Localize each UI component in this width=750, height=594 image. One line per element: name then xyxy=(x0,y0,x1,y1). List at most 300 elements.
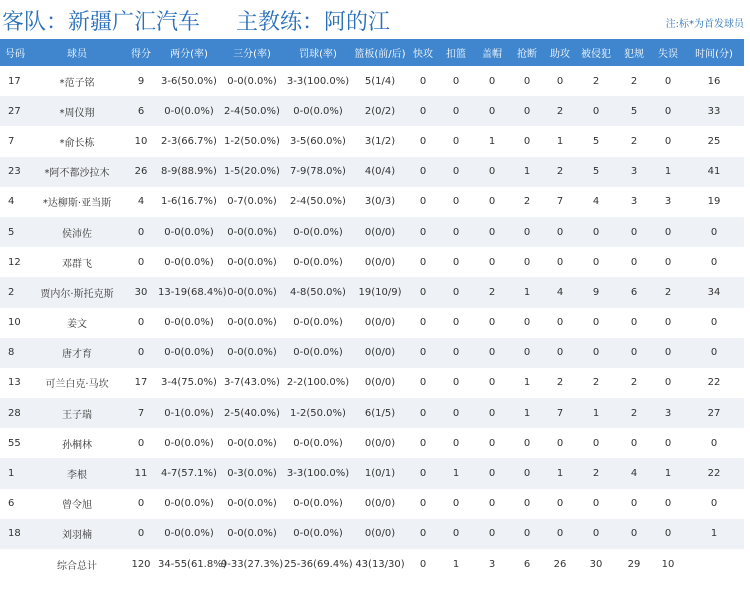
table-cell: 2 xyxy=(523,196,531,208)
table-cell: 13 xyxy=(8,377,21,389)
player-name-cell: 刘羽楠 xyxy=(62,530,92,542)
table-row xyxy=(0,368,744,398)
table-cell: 2-5(40.0%) xyxy=(224,407,280,419)
table-cell: 1 xyxy=(488,135,496,147)
table-cell: 22 xyxy=(707,468,721,480)
table-cell: 0 xyxy=(488,166,496,178)
team-label: 客队：新疆广汇汽车 xyxy=(2,10,201,35)
table-row xyxy=(0,217,744,247)
table-cell: 0 xyxy=(452,286,460,298)
coach-label: 主教练：阿的江 xyxy=(236,10,391,35)
table-cell: 7 xyxy=(556,407,564,419)
table-cell: 1 xyxy=(556,135,564,147)
table-cell: 5(1/4) xyxy=(364,75,396,87)
table-cell: 0 xyxy=(523,347,531,359)
table-cell: 0 xyxy=(664,226,672,238)
table-cell: 4-7(57.1%) xyxy=(161,468,217,480)
table-cell: 0 xyxy=(630,498,638,510)
table-row xyxy=(0,96,744,126)
table-cell: 1 xyxy=(523,377,531,389)
table-body xyxy=(0,66,744,579)
table-cell: 28 xyxy=(8,407,21,419)
table-cell: 0 xyxy=(452,498,460,510)
table-cell: 0 xyxy=(664,105,672,117)
table-cell: 41 xyxy=(707,166,721,178)
table-row xyxy=(0,338,744,368)
table-cell: 0 xyxy=(419,347,427,359)
column-header: 两分(率) xyxy=(170,49,208,60)
table-cell: 0 xyxy=(419,317,427,329)
table-cell: 0 xyxy=(664,528,672,540)
table-cell: 4 xyxy=(592,196,600,208)
table-cell: 0 xyxy=(452,166,460,178)
table-cell: 0 xyxy=(419,286,427,298)
table-cell: 2 xyxy=(8,286,15,298)
table-cell: 0 xyxy=(523,226,531,238)
table-cell: 0 xyxy=(452,75,460,87)
table-cell: 3-7(43.0%) xyxy=(224,377,280,389)
table-cell: 0 xyxy=(664,75,672,87)
table-cell: 0-0(0.0%) xyxy=(293,347,343,359)
table-cell: 0(0/0) xyxy=(364,377,396,389)
column-header: 抢断 xyxy=(517,49,537,60)
table-cell: 0 xyxy=(419,226,427,238)
table-cell: 0 xyxy=(592,347,600,359)
table-cell: 5 xyxy=(592,135,600,147)
table-cell: 0 xyxy=(710,347,718,359)
column-header: 罚球(率) xyxy=(299,49,337,60)
starter-note: 注:标*为首发球员 xyxy=(665,19,744,30)
table-cell: 1 xyxy=(592,407,600,419)
table-cell: 0 xyxy=(556,347,564,359)
table-cell: 0 xyxy=(488,256,496,268)
table-row xyxy=(0,66,744,96)
table-cell: 3-5(60.0%) xyxy=(290,135,346,147)
table-cell: 4 xyxy=(137,196,145,208)
header-row xyxy=(0,39,744,66)
table-cell: 0 xyxy=(523,498,531,510)
table-cell: 0(0/0) xyxy=(364,528,396,540)
table-cell: 2 xyxy=(592,377,600,389)
table-cell: 0 xyxy=(523,135,531,147)
table-cell: 1 xyxy=(523,286,531,298)
table-cell: 2 xyxy=(556,105,564,117)
table-cell: 2-2(100.0%) xyxy=(286,377,350,389)
table-cell: 0 xyxy=(419,166,427,178)
table-cell: 3 xyxy=(630,166,638,178)
table-cell: 1-5(20.0%) xyxy=(224,166,280,178)
table-cell: 0 xyxy=(630,528,638,540)
table-cell: 2-3(66.7%) xyxy=(161,135,217,147)
table-cell: 0-0(0.0%) xyxy=(227,226,277,238)
table-cell: 0 xyxy=(523,75,531,87)
table-row xyxy=(0,489,744,519)
table-cell: 0 xyxy=(452,528,460,540)
table-cell: 1 xyxy=(710,528,718,540)
table-cell: 0 xyxy=(419,558,427,570)
column-header: 球员 xyxy=(67,49,87,60)
table-cell: 8-9(88.9%) xyxy=(161,166,217,178)
table-cell: 0 xyxy=(452,135,460,147)
table-cell: 0 xyxy=(556,437,564,449)
table-cell: 1-6(16.7%) xyxy=(161,196,217,208)
table-cell: 8 xyxy=(8,347,15,359)
table-cell: 0-3(0.0%) xyxy=(227,468,277,480)
table-cell: 0 xyxy=(664,317,672,329)
table-row xyxy=(0,126,744,156)
table-cell xyxy=(0,549,30,579)
table-cell: 0-0(0.0%) xyxy=(164,437,214,449)
table-cell: 2-4(50.0%) xyxy=(290,196,346,208)
table-cell: 0 xyxy=(556,498,564,510)
column-header: 被侵犯 xyxy=(581,49,611,60)
table-cell: 0 xyxy=(137,528,145,540)
page-header xyxy=(0,0,750,39)
table-cell: 0 xyxy=(488,377,496,389)
table-cell: 25 xyxy=(707,135,721,147)
table-cell: 3 xyxy=(664,196,672,208)
table-cell: 0 xyxy=(488,468,496,480)
table-cell: 11 xyxy=(134,468,148,480)
table-cell: 6(1/5) xyxy=(364,407,396,419)
table-cell: 12 xyxy=(8,256,21,268)
player-name-cell: *周仪翔 xyxy=(59,107,95,119)
table-header xyxy=(0,39,744,66)
table-cell: 0 xyxy=(664,377,672,389)
table-cell: 25-36(69.4%) xyxy=(284,558,353,570)
table-cell: 1 xyxy=(452,468,460,480)
table-cell: 1-2(50.0%) xyxy=(224,135,280,147)
table-cell: 0 xyxy=(664,437,672,449)
table-cell: 7 xyxy=(8,135,15,147)
table-cell: 17 xyxy=(134,377,148,389)
table-cell: 0 xyxy=(452,226,460,238)
table-cell: 0 xyxy=(556,528,564,540)
table-cell: 0 xyxy=(488,226,496,238)
table-cell: 0 xyxy=(523,105,531,117)
table-cell: 3-4(75.0%) xyxy=(161,377,217,389)
table-cell: 0-0(0.0%) xyxy=(293,498,343,510)
table-row xyxy=(0,519,744,549)
player-name-cell: 可兰白克·马坎 xyxy=(45,379,109,391)
table-cell: 7 xyxy=(556,196,564,208)
table-cell: 34 xyxy=(707,286,721,298)
table-cell: 1 xyxy=(452,558,460,570)
table-cell: 2(0/2) xyxy=(364,105,396,117)
table-cell: 0 xyxy=(592,105,600,117)
table-cell: 0 xyxy=(452,407,460,419)
table-cell: 0-0(0.0%) xyxy=(164,256,214,268)
table-cell: 2 xyxy=(630,75,638,87)
column-header: 三分(率) xyxy=(233,49,271,60)
table-cell: 30 xyxy=(134,286,148,298)
table-cell: 0-0(0.0%) xyxy=(227,256,277,268)
table-cell: 0 xyxy=(488,75,496,87)
table-cell: 9 xyxy=(592,286,600,298)
table-cell: 1 xyxy=(556,468,564,480)
table-cell: 2 xyxy=(630,407,638,419)
table-cell: 0 xyxy=(710,317,718,329)
player-name-cell: *达柳斯·亚当斯 xyxy=(42,198,112,210)
table-cell: 6 xyxy=(8,498,15,510)
table-cell: 2 xyxy=(664,286,672,298)
table-cell: 3-3(100.0%) xyxy=(286,75,350,87)
table-cell: 2 xyxy=(592,468,600,480)
player-name-cell: 唐才育 xyxy=(62,349,92,361)
table-cell: 0 xyxy=(556,75,564,87)
table-cell: 0 xyxy=(137,347,145,359)
table-cell: 0 xyxy=(710,498,718,510)
table-cell: 0-0(0.0%) xyxy=(293,226,343,238)
table-cell: 16 xyxy=(707,75,721,87)
table-row xyxy=(0,157,744,187)
table-cell: 0 xyxy=(664,256,672,268)
table-cell: 0-1(0.0%) xyxy=(164,407,214,419)
table-cell: 0 xyxy=(630,437,638,449)
table-cell: 0 xyxy=(488,317,496,329)
column-header: 助攻 xyxy=(550,49,570,60)
table-cell: 1 xyxy=(664,468,672,480)
table-cell: 0 xyxy=(523,528,531,540)
table-cell: 0 xyxy=(664,135,672,147)
table-cell: 0 xyxy=(419,437,427,449)
table-cell: 6 xyxy=(523,558,531,570)
table-cell: 0 xyxy=(452,196,460,208)
table-cell: 26 xyxy=(134,166,148,178)
table-row xyxy=(0,187,744,217)
table-cell: 0 xyxy=(630,226,638,238)
table-cell: 0 xyxy=(523,256,531,268)
table-cell: 0-0(0.0%) xyxy=(227,286,277,298)
table-cell: 5 xyxy=(592,166,600,178)
table-cell: 0(0/0) xyxy=(364,256,396,268)
table-cell: 6 xyxy=(630,286,638,298)
player-name-cell: 曾令旭 xyxy=(62,500,92,512)
column-header: 快攻 xyxy=(413,49,433,60)
table-cell: 0-0(0.0%) xyxy=(164,317,214,329)
table-cell: 0 xyxy=(630,347,638,359)
column-header: 盖帽 xyxy=(482,49,502,60)
player-name-cell: 孙桐林 xyxy=(62,439,92,451)
column-header: 号码 xyxy=(5,49,25,60)
table-cell: 0 xyxy=(452,317,460,329)
table-cell: 0 xyxy=(523,468,531,480)
table-cell: 0 xyxy=(592,437,600,449)
column-header: 扣篮 xyxy=(446,49,466,60)
table-cell: 0(0/0) xyxy=(364,317,396,329)
table-cell: 0 xyxy=(523,437,531,449)
table-cell: 0 xyxy=(452,377,460,389)
table-cell: 22 xyxy=(707,377,721,389)
table-cell: 0-0(0.0%) xyxy=(293,317,343,329)
table-row xyxy=(0,277,744,307)
player-stats-table xyxy=(0,39,744,579)
table-cell: 0 xyxy=(488,407,496,419)
table-cell: 0 xyxy=(710,226,718,238)
table-cell: 0-0(0.0%) xyxy=(227,347,277,359)
table-cell: 19(10/9) xyxy=(358,286,402,298)
table-cell: 0-0(0.0%) xyxy=(164,347,214,359)
table-cell: 0 xyxy=(137,317,145,329)
table-cell: 4(0/4) xyxy=(364,166,396,178)
column-header: 时间(分) xyxy=(695,49,733,60)
table-cell: 0 xyxy=(592,498,600,510)
table-cell: 34-55(61.8%) xyxy=(158,558,227,570)
table-cell: 3 xyxy=(664,407,672,419)
table-cell: 2 xyxy=(556,377,564,389)
table-cell: 1-2(50.0%) xyxy=(290,407,346,419)
table-cell: 0-0(0.0%) xyxy=(227,498,277,510)
table-cell: 3 xyxy=(630,196,638,208)
table-cell: 0 xyxy=(419,75,427,87)
table-row xyxy=(0,247,744,277)
player-name-cell: 综合总计 xyxy=(57,560,97,572)
table-cell: 3-6(50.0%) xyxy=(161,75,217,87)
table-cell: 2 xyxy=(556,166,564,178)
table-cell: 0 xyxy=(419,105,427,117)
table-cell: 4 xyxy=(8,196,15,208)
table-cell: 0-0(0.0%) xyxy=(227,528,277,540)
table-cell: 6 xyxy=(137,105,145,117)
table-cell: 0 xyxy=(523,317,531,329)
table-cell: 3-3(100.0%) xyxy=(286,468,350,480)
table-cell: 0 xyxy=(556,256,564,268)
table-cell: 0-0(0.0%) xyxy=(164,528,214,540)
table-cell: 7 xyxy=(137,407,145,419)
table-cell: 0 xyxy=(137,226,145,238)
table-cell: 13-19(68.4%) xyxy=(158,286,227,298)
table-cell: 0-7(0.0%) xyxy=(227,196,277,208)
table-cell: 0-0(0.0%) xyxy=(227,75,277,87)
column-header: 得分 xyxy=(131,49,151,60)
table-cell: 0 xyxy=(488,196,496,208)
table-cell: 0 xyxy=(592,317,600,329)
table-cell: 0-0(0.0%) xyxy=(164,498,214,510)
table-cell: 0 xyxy=(630,256,638,268)
table-cell: 27 xyxy=(8,105,21,117)
table-cell: 0 xyxy=(592,528,600,540)
table-cell: 0-0(0.0%) xyxy=(164,226,214,238)
table-cell: 0 xyxy=(452,105,460,117)
column-header: 失误 xyxy=(658,49,678,60)
column-header: 篮板(前/后) xyxy=(354,49,406,60)
table-cell: 2 xyxy=(488,286,496,298)
table-cell: 0 xyxy=(630,317,638,329)
table-cell: 3(0/3) xyxy=(364,196,396,208)
table-cell: 0 xyxy=(488,347,496,359)
table-cell: 29 xyxy=(627,558,641,570)
table-cell: 9-33(27.3%) xyxy=(220,558,284,570)
table-cell: 27 xyxy=(707,407,721,419)
table-cell: 5 xyxy=(8,226,15,238)
table-cell: 10 xyxy=(134,135,148,147)
table-cell: 0 xyxy=(488,498,496,510)
table-cell: 2 xyxy=(630,135,638,147)
table-cell: 23 xyxy=(8,166,21,178)
table-cell: 0 xyxy=(488,437,496,449)
table-cell: 0 xyxy=(137,498,145,510)
player-name-cell: *阿不都沙拉木 xyxy=(44,168,110,180)
player-name-cell: 侯沛佐 xyxy=(62,228,92,240)
table-cell: 0 xyxy=(419,377,427,389)
table-cell: 3(1/2) xyxy=(364,135,396,147)
player-name-cell: 姜文 xyxy=(67,319,87,331)
table-cell: 0 xyxy=(664,498,672,510)
table-cell: 33 xyxy=(707,105,721,117)
table-cell: 0(0/0) xyxy=(364,437,396,449)
table-cell: 4 xyxy=(630,468,638,480)
player-name-cell: *俞长栋 xyxy=(59,137,95,149)
table-cell: 3 xyxy=(488,558,496,570)
table-cell: 0 xyxy=(710,437,718,449)
player-name-cell: 邓群飞 xyxy=(62,258,92,270)
table-cell: 19 xyxy=(707,196,721,208)
table-cell: 1 xyxy=(523,407,531,419)
table-cell: 0(0/0) xyxy=(364,347,396,359)
table-cell: 0-0(0.0%) xyxy=(293,437,343,449)
table-cell: 17 xyxy=(8,75,21,87)
table-cell: 0 xyxy=(419,256,427,268)
table-cell: 1 xyxy=(523,166,531,178)
page-title xyxy=(2,5,390,36)
table-cell: 0 xyxy=(488,105,496,117)
table-cell: 2 xyxy=(592,75,600,87)
table-cell: 1(0/1) xyxy=(364,468,396,480)
table-cell: 0(0/0) xyxy=(364,226,396,238)
table-cell: 0 xyxy=(137,256,145,268)
table-cell: 10 xyxy=(661,558,675,570)
table-cell: 0 xyxy=(419,468,427,480)
table-cell: 0 xyxy=(419,135,427,147)
table-cell: 0 xyxy=(592,226,600,238)
table-cell: 0 xyxy=(710,256,718,268)
table-cell: 7-9(78.0%) xyxy=(290,166,346,178)
table-cell: 0 xyxy=(419,498,427,510)
table-cell: 120 xyxy=(131,558,151,570)
table-cell: 0 xyxy=(452,347,460,359)
player-name-cell: 王子瑞 xyxy=(62,409,92,421)
table-cell: 18 xyxy=(8,528,21,540)
table-cell: 43(13/30) xyxy=(355,558,405,570)
table-cell: 0-0(0.0%) xyxy=(227,317,277,329)
table-cell: 0-0(0.0%) xyxy=(227,437,277,449)
table-row xyxy=(0,458,744,488)
table-cell: 0-0(0.0%) xyxy=(293,256,343,268)
table-row xyxy=(0,308,744,338)
table-cell: 5 xyxy=(630,105,638,117)
player-name-cell: 贾内尔·斯托克斯 xyxy=(40,288,114,300)
table-cell xyxy=(684,549,744,579)
table-cell: 0 xyxy=(488,528,496,540)
table-row xyxy=(0,428,744,458)
table-cell: 0(0/0) xyxy=(364,498,396,510)
table-cell: 0 xyxy=(137,437,145,449)
table-cell: 2 xyxy=(630,377,638,389)
table-cell: 0-0(0.0%) xyxy=(293,528,343,540)
table-cell: 0-0(0.0%) xyxy=(164,105,214,117)
table-cell: 26 xyxy=(553,558,567,570)
table-cell: 4 xyxy=(556,286,564,298)
table-cell: 0 xyxy=(556,226,564,238)
table-cell: 0 xyxy=(556,317,564,329)
table-row xyxy=(0,549,744,579)
table-cell: 1 xyxy=(664,166,672,178)
table-cell: 0 xyxy=(664,347,672,359)
table-row xyxy=(0,398,744,428)
table-cell: 0 xyxy=(452,437,460,449)
table-cell: 0 xyxy=(419,196,427,208)
player-name-cell: 李根 xyxy=(67,470,87,482)
